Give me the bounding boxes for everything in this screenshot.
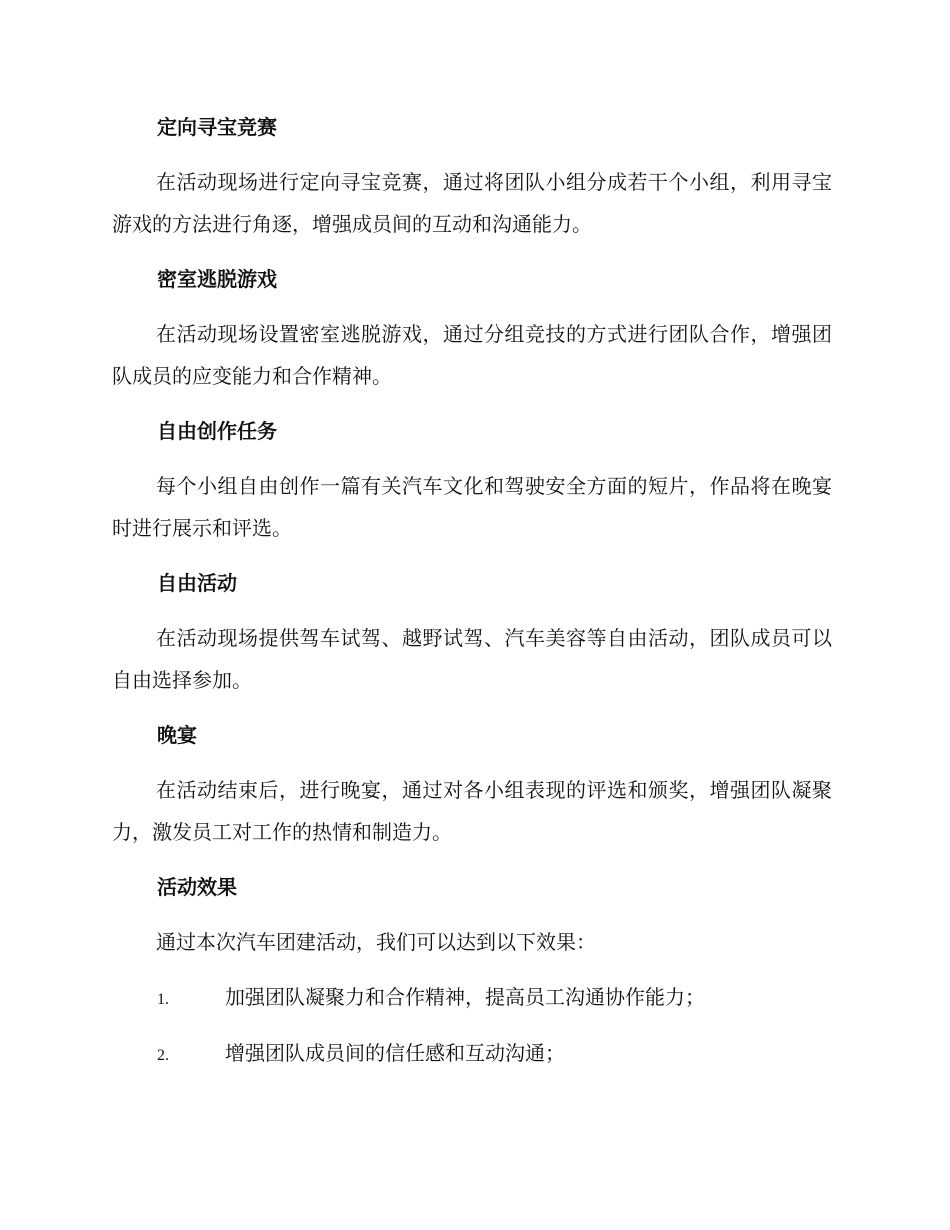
list-item-text: 加强团队凝聚力和合作精神，提高员工沟通协作能力； [225,985,705,1009]
list-item-number: 1. [157,991,169,1008]
list-item-number: 2. [157,1047,169,1064]
section-heading-treasure-hunt: 定向寻宝竞赛 [157,115,277,139]
section-body-effects-intro: 通过本次汽车团建活动，我们可以达到以下效果： [156,930,596,954]
section-heading-effects: 活动效果 [157,875,237,899]
section-body-free-creation: 每个小组自由创作一篇有关汽车文化和驾驶安全方面的短片，作品将在晚宴时进行展示和评选。 [112,474,832,540]
section-heading-escape-room: 密室逃脱游戏 [157,267,277,291]
section-body-treasure-hunt: 在活动现场进行定向寻宝竞赛，通过将团队小组分成若干个小组，利用寻宝游戏的方法进行角逐，增强成员间的互动和沟通能力。 [112,170,832,236]
list-item [157,983,705,1014]
section-heading-free-creation: 自由创作任务 [157,419,277,443]
section-body-escape-room: 在活动现场设置密室逃脱游戏，通过分组竞技的方式进行团队合作，增强团队成员的应变能力和合作精神。 [112,322,832,388]
list-item [157,1039,565,1070]
section-heading-free-activity: 自由活动 [157,571,237,595]
list-item-text: 增强团队成员间的信任感和互动沟通； [225,1041,565,1065]
section-body-dinner: 在活动结束后，进行晚宴，通过对各小组表现的评选和颁奖，增强团队凝聚力，激发员工对工作的热情和制造力。 [112,778,832,844]
section-body-free-activity: 在活动现场提供驾车试驾、越野试驾、汽车美容等自由活动，团队成员可以自由选择参加。 [112,626,832,692]
section-heading-dinner: 晚宴 [157,723,197,747]
